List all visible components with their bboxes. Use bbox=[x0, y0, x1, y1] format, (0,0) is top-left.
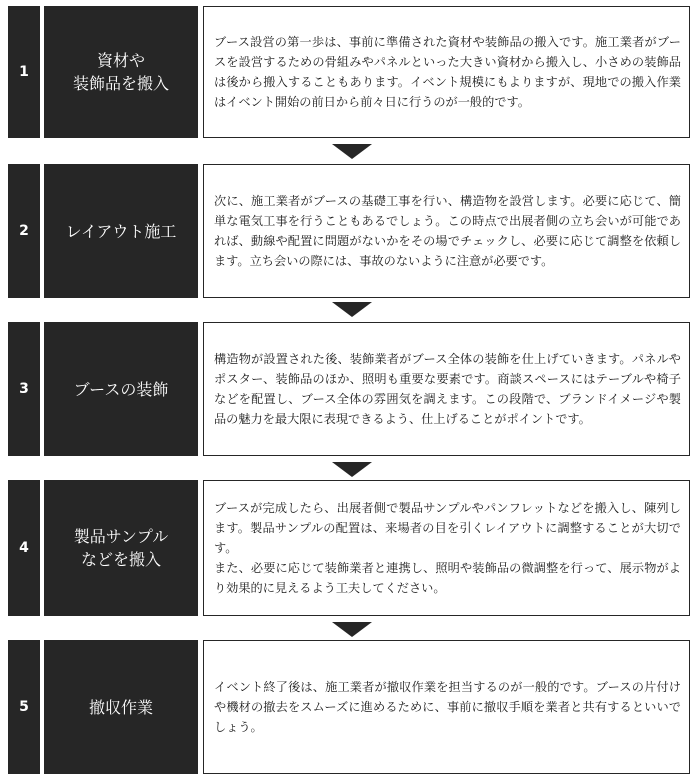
step-title: レイアウト施工 bbox=[44, 164, 198, 298]
step-title: 製品サンプル などを搬入 bbox=[44, 480, 198, 616]
step-2 bbox=[8, 164, 690, 298]
step-number: 5 bbox=[8, 640, 40, 774]
step-title: ブースの装飾 bbox=[44, 322, 198, 456]
step-title: 資材や 装飾品を搬入 bbox=[44, 6, 198, 138]
step-number: 3 bbox=[8, 322, 40, 456]
step-5 bbox=[8, 640, 690, 774]
step-description: 構造物が設置された後、装飾業者がブース全体の装飾を仕上げていきます。パネルやポスター、装飾品のほか、照明も重要な要素です。商談スペースにはテーブルや椅子などを配置し、ブース全体の雰囲気を調えます。この段階で、ブランドイメージや製品の魅力を最大限に表現できるよう、仕上げることがポイントです。 bbox=[214, 352, 681, 426]
step-description: ブース設営の第一歩は、事前に準備された資材や装飾品の搬入です。施工業者がブースを設営するための骨組みやパネルといった大きい資材から搬入し、小さめの装飾品は後から搬入することもあります。イベント規模にもよりますが、現地での搬入作業はイベント開始の前日から前々日に行うのが一般的です。 bbox=[214, 35, 681, 109]
down-arrow-icon bbox=[332, 144, 372, 159]
step-description: 次に、施工業者がブースの基礎工事を行い、構造物を設営します。必要に応じて、簡単な電気工事を行うこともあるでしょう。この時点で出展者側の立ち会いが可能であれば、動線や配置に問題がないかをその場でチェックし、必要に応じて調整を依頼します。立ち会いの際には、事故のないように注意が必要です。 bbox=[214, 194, 681, 268]
step-number: 2 bbox=[8, 164, 40, 298]
step-description: ブースが完成したら、出展者側で製品サンプルやパンフレットなどを搬入し、陳列します。製品サンプルの配置は、来場者の目を引くレイアウトに調整することが大切です。 また、必要に応じて装飾業者と連携し、照明や装飾品の微調整を行って、展示物がより効果的に見えるよう工夫してください。 bbox=[214, 501, 681, 595]
step-description-box bbox=[203, 480, 690, 616]
step-number: 1 bbox=[8, 6, 40, 138]
down-arrow-icon bbox=[332, 302, 372, 317]
step-description-box bbox=[203, 164, 690, 298]
step-description-box bbox=[203, 640, 690, 774]
step-number: 4 bbox=[8, 480, 40, 616]
step-4 bbox=[8, 480, 690, 616]
down-arrow-icon bbox=[332, 462, 372, 477]
step-description: イベント終了後は、施工業者が撤収作業を担当するのが一般的です。ブースの片付けや機材の撤去をスムーズに進めるために、事前に撤収手順を業者と共有するといいでしょう。 bbox=[214, 680, 681, 734]
down-arrow-icon bbox=[332, 622, 372, 637]
step-title: 撤収作業 bbox=[44, 640, 198, 774]
step-1 bbox=[8, 6, 690, 138]
step-description-box bbox=[203, 6, 690, 138]
step-3 bbox=[8, 322, 690, 456]
step-description-box bbox=[203, 322, 690, 456]
